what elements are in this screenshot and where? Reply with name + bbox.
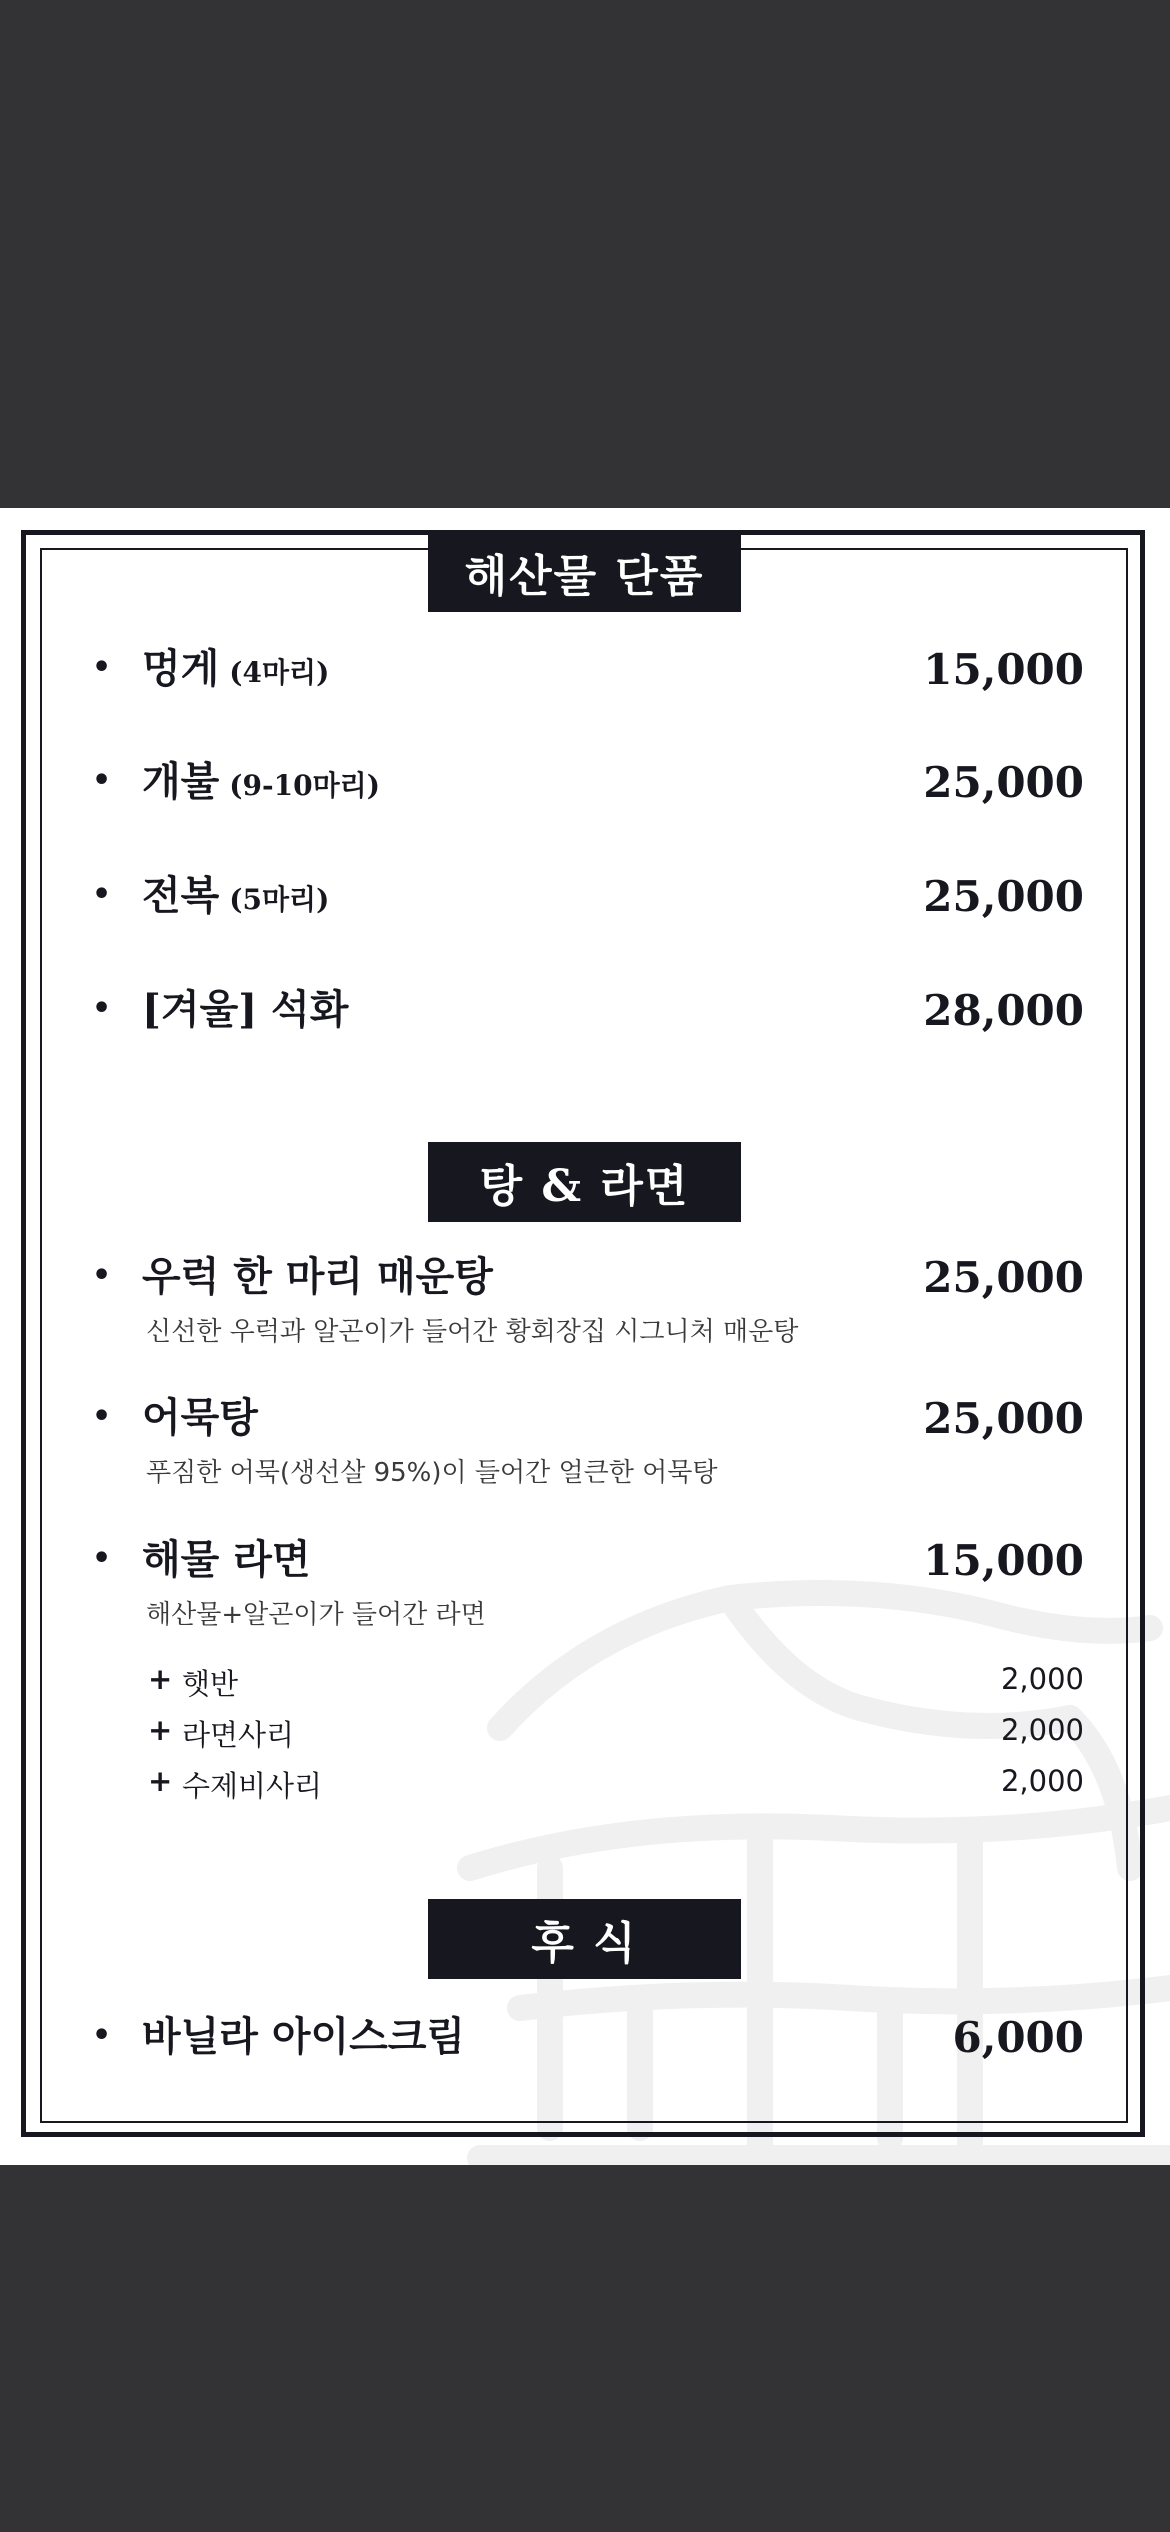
menu-item-name: 바닐라 아이스크림 (142, 2013, 466, 2060)
menu-item-price: 25,000 (923, 1253, 1084, 1302)
menu-item-name: 멍게 (4마리) (142, 645, 330, 692)
menu-item-name: 개불 (9-10마리) (142, 758, 380, 805)
menu-item-description: 신선한 우럭과 알곤이가 들어간 황회장집 시그니처 매운탕 (146, 1317, 799, 1347)
section-header-seafood: 해산물 단품 (428, 532, 741, 612)
addon-price: 2,000 (1000, 1662, 1084, 1696)
menu-item-price: 25,000 (923, 758, 1084, 807)
bullet-icon: • (92, 1258, 112, 1293)
section-header-dessert: 후 식 (428, 1899, 741, 1979)
addon-name: 수제비사리 (182, 1769, 323, 1803)
menu-item-name: [겨울] 석화 (142, 986, 349, 1033)
menu-item-name: 어묵탕 (142, 1394, 258, 1441)
menu-item-price: 6,000 (952, 2013, 1084, 2062)
bullet-icon: • (92, 2018, 112, 2053)
menu-item-quantity: (9-10마리) (229, 769, 380, 802)
bullet-icon: • (92, 1399, 112, 1434)
top-dark-area (0, 0, 1170, 508)
menu-item-name: 해물 라면 (142, 1536, 311, 1583)
menu-item-price: 15,000 (923, 645, 1084, 694)
addon-name: 라면사리 (182, 1718, 295, 1752)
menu-item-price: 15,000 (923, 1536, 1084, 1585)
bullet-icon: • (92, 877, 112, 912)
plus-icon: + (148, 1662, 173, 1696)
menu-item-name: 우럭 한 마리 매운탕 (142, 1253, 493, 1300)
bullet-icon: • (92, 650, 112, 685)
addon-name: 햇반 (182, 1667, 239, 1701)
bullet-icon: • (92, 1541, 112, 1576)
menu-item-price: 25,000 (923, 872, 1084, 921)
menu-item-price: 25,000 (923, 1394, 1084, 1443)
menu-item-description: 푸짐한 어묵(생선살 95%)이 들어간 얼큰한 어묵탕 (146, 1458, 718, 1488)
menu-item-description: 해산물+알곤이가 들어간 라면 (146, 1600, 486, 1630)
section-header-soup-ramen: 탕 & 라면 (428, 1142, 741, 1222)
menu-page (0, 508, 1170, 2165)
addon-price: 2,000 (1000, 1713, 1084, 1747)
bullet-icon: • (92, 763, 112, 798)
menu-item-price: 28,000 (923, 986, 1084, 1035)
menu-item-name: 전복 (5마리) (142, 872, 330, 919)
bottom-dark-area (0, 2165, 1170, 2532)
bullet-icon: • (92, 991, 112, 1026)
plus-icon: + (148, 1713, 173, 1747)
menu-item-quantity: (4마리) (229, 656, 330, 689)
menu-item-quantity: (5마리) (229, 883, 330, 916)
addon-price: 2,000 (1000, 1764, 1084, 1798)
plus-icon: + (148, 1764, 173, 1798)
